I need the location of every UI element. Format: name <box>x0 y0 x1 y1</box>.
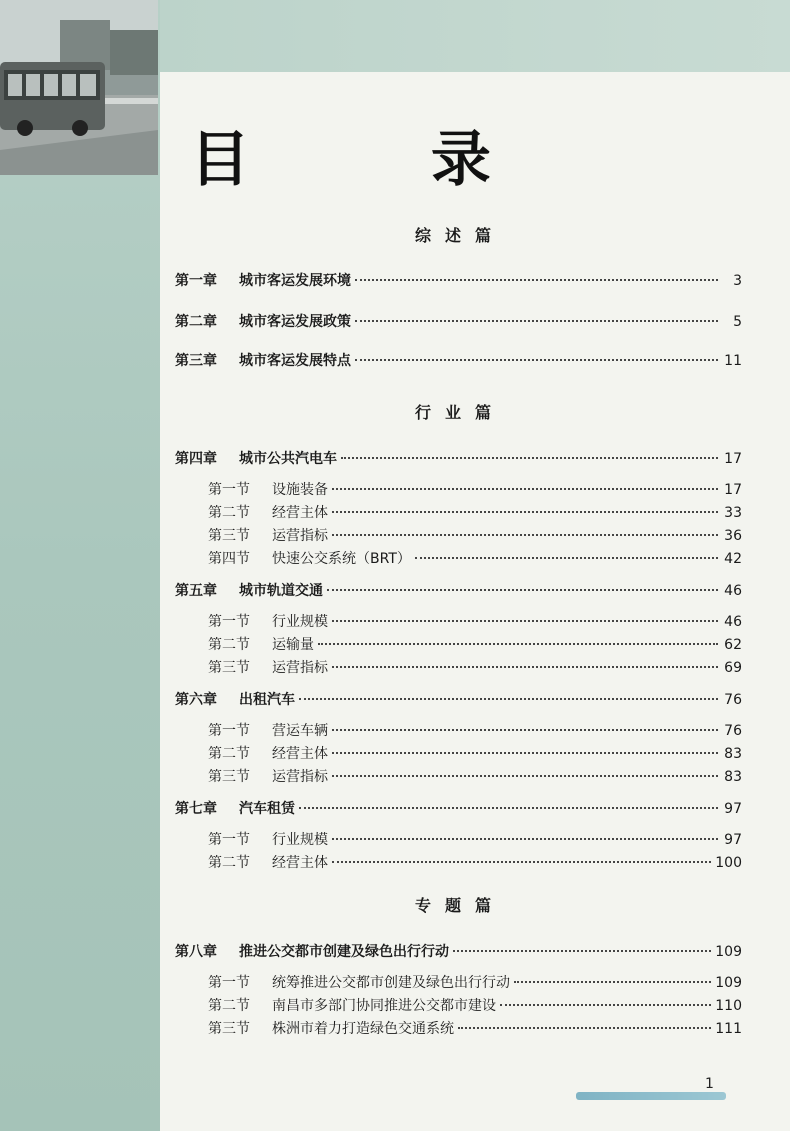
leader-dots <box>332 752 718 754</box>
page-ref: 109 <box>715 944 742 960</box>
chapter-title: 城市客运发展特点 <box>239 353 351 369</box>
page-ref: 109 <box>715 975 742 991</box>
chapter-number: 第二章 <box>175 314 217 330</box>
chapter-title: 城市公共汽电车 <box>239 451 337 467</box>
page-ref: 83 <box>724 769 742 785</box>
leader-dots <box>332 620 718 622</box>
page-ref: 110 <box>715 998 742 1014</box>
chapter-number: 第五章 <box>175 583 217 599</box>
chapter-title: 城市轨道交通 <box>239 583 323 599</box>
toc-chapter-4[interactable] <box>175 448 742 468</box>
toc-chapter-2[interactable] <box>175 311 742 331</box>
section-number: 第三节 <box>208 769 250 785</box>
chapter-title: 汽车租赁 <box>239 801 295 817</box>
toc-chapter-7[interactable] <box>175 798 742 818</box>
toc-section[interactable] <box>208 657 742 677</box>
chapter-number: 第六章 <box>175 692 217 708</box>
toc-section[interactable] <box>208 1018 742 1038</box>
toc-section[interactable] <box>208 995 742 1015</box>
section-number: 第一节 <box>208 832 250 848</box>
chapter-number: 第三章 <box>175 353 217 369</box>
section-number: 第三节 <box>208 528 250 544</box>
page-ref: 97 <box>724 832 742 848</box>
page-ref: 11 <box>724 353 742 369</box>
leader-dots <box>355 359 718 361</box>
leader-dots <box>332 534 718 536</box>
page-ref: 17 <box>724 451 742 467</box>
leader-dots <box>318 643 718 645</box>
page-ref: 33 <box>724 505 742 521</box>
toc-section[interactable] <box>208 634 742 654</box>
chapter-number: 第四章 <box>175 451 217 467</box>
section-title: 营运车辆 <box>272 723 328 739</box>
section-title: 株洲市着力打造绿色交通系统 <box>272 1021 454 1037</box>
leader-dots <box>415 557 718 559</box>
chapter-title: 城市客运发展环境 <box>239 273 351 289</box>
section-number: 第一节 <box>208 614 250 630</box>
chapter-title: 推进公交都市创建及绿色出行行动 <box>239 944 449 960</box>
section-number: 第二节 <box>208 505 250 521</box>
leader-dots <box>341 457 718 459</box>
section-title: 设施装备 <box>272 482 328 498</box>
section-number: 第二节 <box>208 637 250 653</box>
page-ref: 46 <box>724 614 742 630</box>
chapter-number: 第一章 <box>175 273 217 289</box>
page-ref: 97 <box>724 801 742 817</box>
section-number: 第三节 <box>208 660 250 676</box>
leader-dots <box>327 589 718 591</box>
leader-dots <box>332 511 718 513</box>
toc-section[interactable] <box>208 743 742 763</box>
section-number: 第四节 <box>208 551 250 567</box>
page-ref: 5 <box>733 314 742 330</box>
page-ref: 17 <box>724 482 742 498</box>
toc-section[interactable] <box>208 548 742 568</box>
section-title: 运营指标 <box>272 769 328 785</box>
footer-accent-bar <box>576 1092 726 1100</box>
chapter-title: 出租汽车 <box>239 692 295 708</box>
chapter-title: 城市客运发展政策 <box>239 314 351 330</box>
section-title: 南昌市多部门协同推进公交都市建设 <box>272 998 496 1014</box>
section-title: 快速公交系统（BRT） <box>272 551 411 567</box>
toc-section[interactable] <box>208 611 742 631</box>
leader-dots <box>500 1004 711 1006</box>
page-ref: 76 <box>724 692 742 708</box>
leader-dots <box>332 861 711 863</box>
section-title: 经营主体 <box>272 855 328 871</box>
page-ref: 83 <box>724 746 742 762</box>
page-title: 目 录 <box>190 125 571 195</box>
section-title: 运营指标 <box>272 660 328 676</box>
leader-dots <box>458 1027 711 1029</box>
page-ref: 42 <box>724 551 742 567</box>
toc-section[interactable] <box>208 766 742 786</box>
leader-dots <box>299 807 718 809</box>
page-ref: 69 <box>724 660 742 676</box>
section-title: 经营主体 <box>272 505 328 521</box>
section-number: 第一节 <box>208 723 250 739</box>
leader-dots <box>355 320 718 322</box>
section-title: 运营指标 <box>272 528 328 544</box>
page-ref: 76 <box>724 723 742 739</box>
section-number: 第一节 <box>208 975 250 991</box>
leader-dots <box>332 838 718 840</box>
page-number: 1 <box>705 1076 714 1092</box>
section-number: 第二节 <box>208 855 250 871</box>
page-ref: 36 <box>724 528 742 544</box>
section-number: 第一节 <box>208 482 250 498</box>
page-ref: 3 <box>733 273 742 289</box>
part-heading-special: 专题篇 <box>414 896 505 915</box>
leader-dots <box>299 698 718 700</box>
section-title: 行业规模 <box>272 614 328 630</box>
chapter-number: 第七章 <box>175 801 217 817</box>
toc-section[interactable] <box>208 972 742 992</box>
chapter-number: 第八章 <box>175 944 217 960</box>
toc-section[interactable] <box>208 720 742 740</box>
leader-dots <box>453 950 711 952</box>
section-number: 第二节 <box>208 746 250 762</box>
toc-chapter-1[interactable] <box>175 270 742 290</box>
page-ref: 62 <box>724 637 742 653</box>
section-title: 行业规模 <box>272 832 328 848</box>
toc-section[interactable] <box>208 525 742 545</box>
section-number: 第三节 <box>208 1021 250 1037</box>
toc-chapter-3[interactable] <box>175 350 742 370</box>
section-title: 统筹推进公交都市创建及绿色出行行动 <box>272 975 510 991</box>
page-ref: 111 <box>715 1021 742 1037</box>
leader-dots <box>355 279 718 281</box>
section-number: 第二节 <box>208 998 250 1014</box>
leader-dots <box>514 981 711 983</box>
toc-section[interactable] <box>208 479 742 499</box>
leader-dots <box>332 488 718 490</box>
toc-chapter-8[interactable] <box>175 941 742 961</box>
toc-chapter-5[interactable] <box>175 580 742 600</box>
bus-photo <box>0 0 158 175</box>
leader-dots <box>332 775 718 777</box>
part-heading-industry: 行业篇 <box>414 403 505 422</box>
toc-section[interactable] <box>208 502 742 522</box>
toc-section[interactable] <box>208 852 742 872</box>
toc-chapter-6[interactable] <box>175 689 742 709</box>
top-band <box>160 0 790 72</box>
section-title: 运输量 <box>272 637 314 653</box>
page-ref: 46 <box>724 583 742 599</box>
part-heading-overview: 综述篇 <box>414 226 505 245</box>
page-ref: 100 <box>715 855 742 871</box>
toc-section[interactable] <box>208 829 742 849</box>
leader-dots <box>332 666 718 668</box>
section-title: 经营主体 <box>272 746 328 762</box>
leader-dots <box>332 729 718 731</box>
